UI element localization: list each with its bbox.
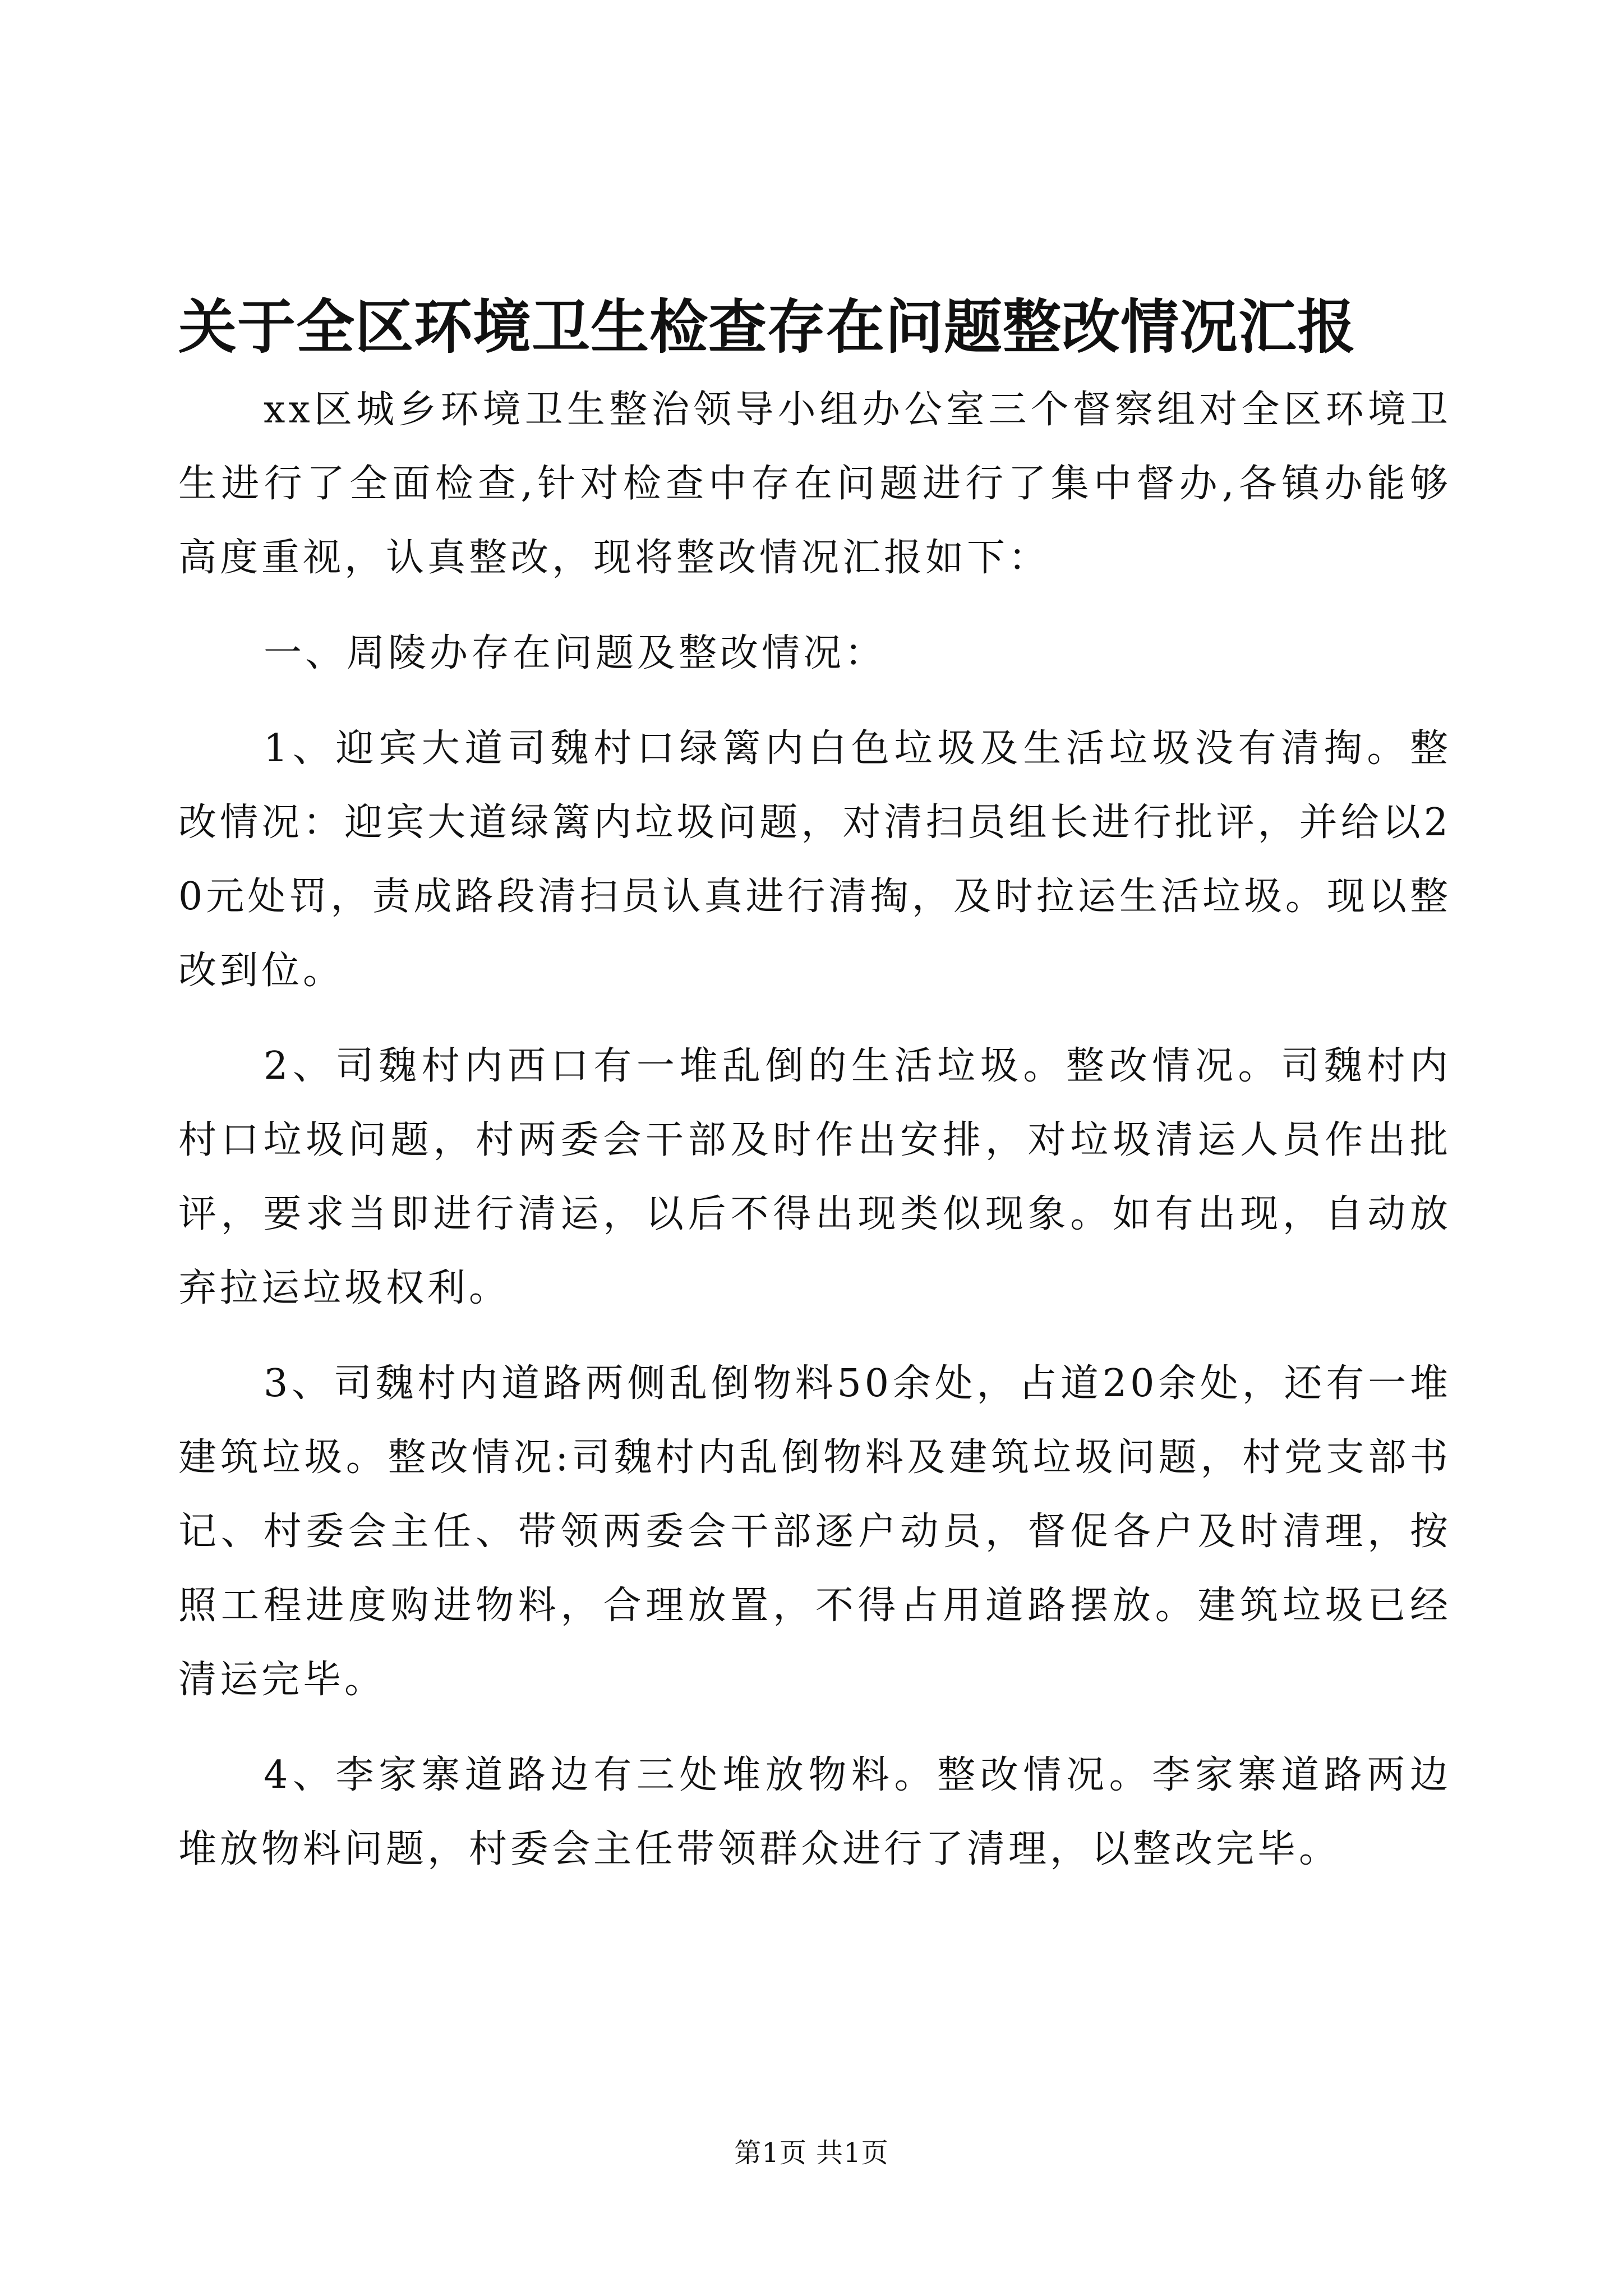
paragraph-intro: xx区城乡环境卫生整治领导小组办公室三个督察组对全区环境卫生进行了全面检查,针对检查中存在问题进行了集中督办,各镇办能够高度重视，认真整改，现将整改情况汇报如下： [178, 388, 1451, 580]
paragraph-item-4: 4、李家寨道路边有三处堆放物料。整改情况。李家寨道路两边堆放物料问题，村委会主任带领群众进行了清理，以整改完毕。 [178, 1753, 1451, 1871]
paragraph-item-1: 1、迎宾大道司魏村口绿篱内白色垃圾及生活垃圾没有清掏。整改情况：迎宾大道绿篱内垃圾问题，对清扫员组长进行批评，并给以20元处罚，责成路段清扫员认真进行清掏，及时拉运生活垃圾。现以整改到位。 [178, 726, 1451, 993]
paragraph-item-3: 3、司魏村内道路两侧乱倒物料50余处，占道20余处，还有一堆建筑垃圾。整改情况:司魏村内乱倒物料及建筑垃圾问题，村党支部书记、村委会主任、带领两委会干部逐户动员，督促各户及时清理，按照工程进度购进物料，合理放置，不得占用道路摆放。建筑垃圾已经清运完毕。 [178, 1361, 1451, 1702]
paragraph-section-heading: 一、周陵办存在问题及整改情况： [264, 631, 887, 675]
paragraph-item-2: 2、司魏村内西口有一堆乱倒的生活垃圾。整改情况。司魏村内村口垃圾问题，村两委会干部及时作出安排，对垃圾清运人员作出批评，要求当即进行清运，以后不得出现类似现象。如有出现，自动放弃拉运垃圾权利。 [178, 1044, 1451, 1310]
document-title: 关于全区环境卫生检查存在问题整改情况汇报 [178, 292, 1357, 361]
document-body [178, 373, 1451, 1908]
page-footer: 第1页 共1页 [734, 2137, 889, 2169]
